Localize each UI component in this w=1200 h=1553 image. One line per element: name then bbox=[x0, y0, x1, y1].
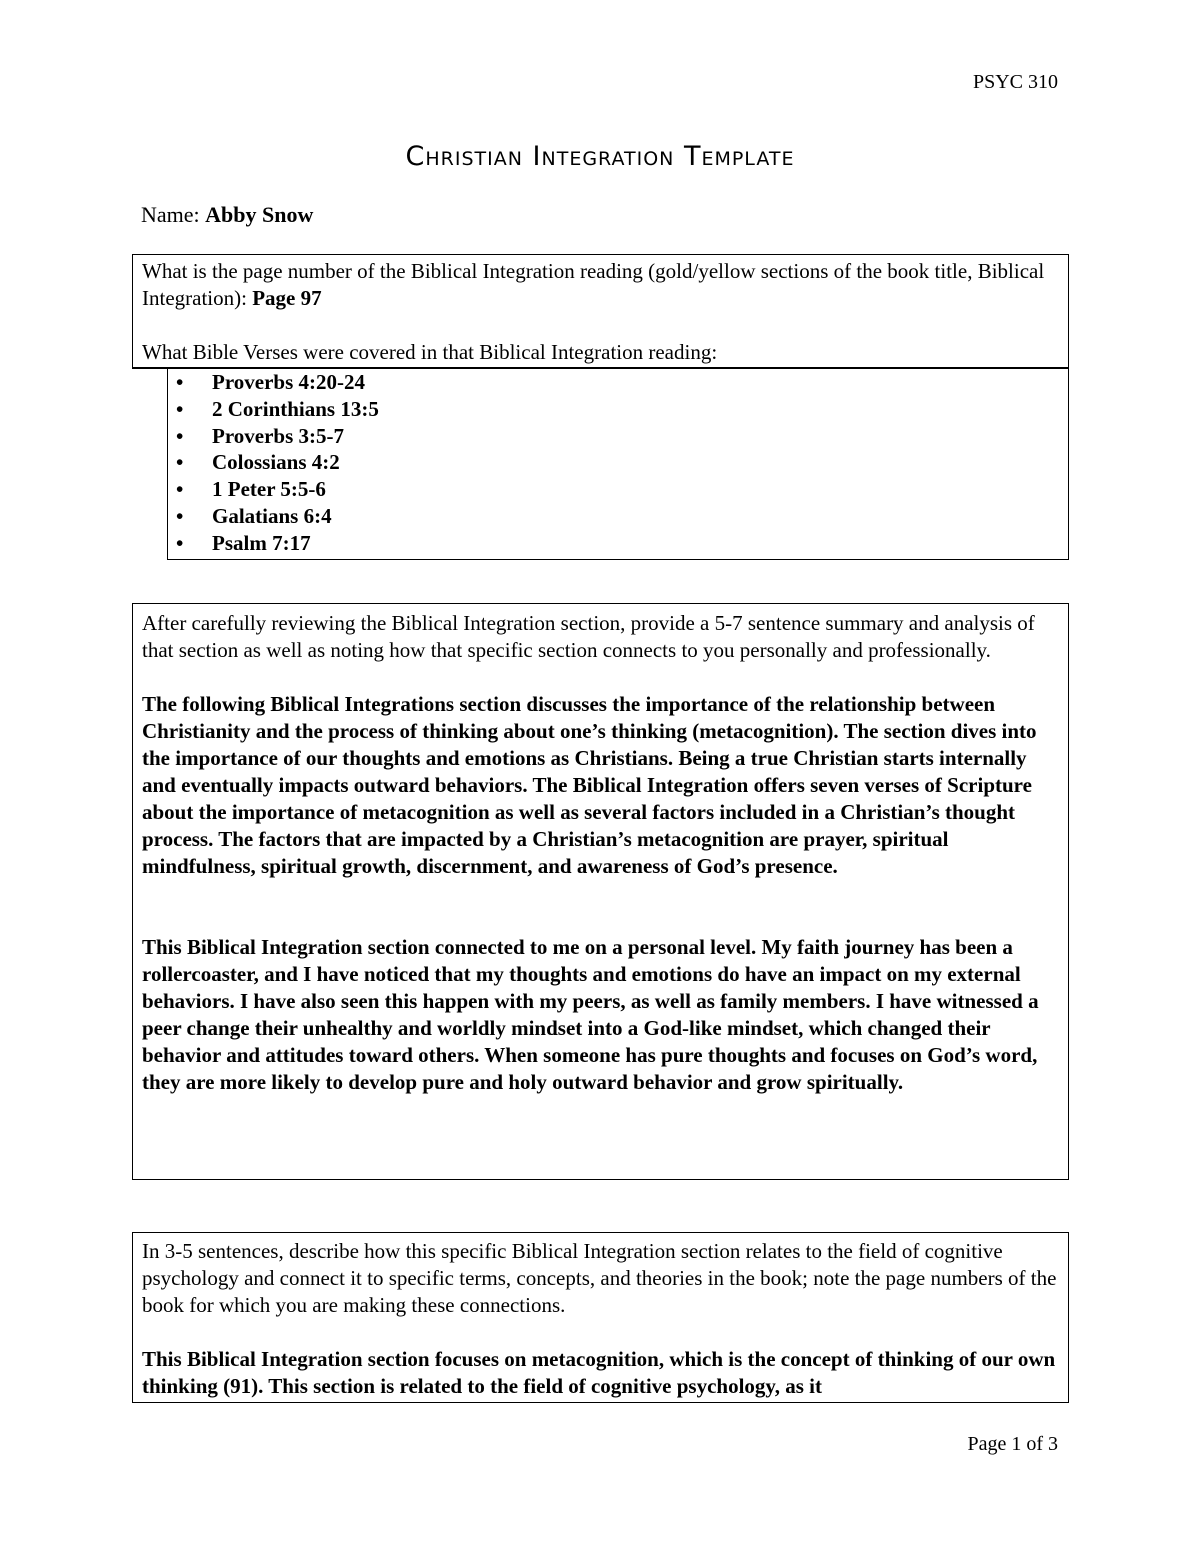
cognitive-prompt: In 3-5 sentences, describe how this specific Biblical Integration section relates to the field of cognitive psychology and connect it to specific terms, concepts, and theories in the book; note the page numbers of the book for which you are making these connections. bbox=[142, 1239, 1057, 1317]
verse-text: 2 Corinthians 13:5 bbox=[212, 396, 379, 421]
verse-text: 1 Peter 5:5-6 bbox=[212, 477, 326, 502]
verses-question: What Bible Verses were covered in that Biblical Integration reading: bbox=[142, 340, 718, 364]
document-title: Christian Integration Template bbox=[405, 141, 795, 172]
name-label: Name: bbox=[141, 202, 200, 227]
verse-item bbox=[168, 503, 1068, 530]
verse-item bbox=[168, 476, 1068, 503]
verse-item bbox=[168, 396, 1068, 423]
bullet-icon: • bbox=[176, 370, 184, 394]
bullet-icon: • bbox=[176, 503, 184, 528]
cognitive-answer: This Biblical Integration section focuses on metacognition, which is the concept of thinking of our own thinking (91). This section is related to the field of cognitive psychology, as it bbox=[142, 1347, 1056, 1398]
summary-prompt: After carefully reviewing the Biblical Integration section, provide a 5-7 sentence summary and analysis of that section as well as noting how that specific section connects to you personally and professionally. bbox=[142, 611, 1035, 662]
summary-answer-2: This Biblical Integration section connected to me on a personal level. My faith journey has been a rollercoaster, and I have noticed that my thoughts and emotions do have an impact on my external behaviors. I have also seen this happen with my peers, as well as family members. I have witnessed a peer change their unhealthy and worldly mindset into a God-like mindset, which changed their behavior and attitudes toward others. When someone has pure thoughts and focuses on God’s word, they are more likely to develop pure and holy outward behavior and grow spiritually. bbox=[142, 935, 1039, 1094]
bullet-icon: • bbox=[176, 423, 184, 448]
summary-answer-1: The following Biblical Integrations section discusses the importance of the relationship between Christianity and the process of thinking about one’s thinking (metacognition). The section dives into the importance of our thoughts and emotions as Christians. Being a true Christian starts internally and eventually impacts outward behaviors. The Biblical Integration offers seven verses of Scripture about the importance of metacognition as well as several factors included in a Christian’s thought process. The factors that are impacted by a Christian’s metacognition are prayer, spiritual mindfulness, spiritual growth, discernment, and awareness of God’s presence. bbox=[142, 692, 1037, 878]
bullet-icon: • bbox=[176, 477, 184, 502]
verse-text: Psalm 7:17 bbox=[212, 530, 311, 555]
verse-item bbox=[168, 449, 1068, 476]
verses-list bbox=[168, 368, 1068, 557]
verse-item bbox=[168, 369, 1068, 396]
verses-box bbox=[167, 368, 1069, 560]
bullet-icon: • bbox=[176, 530, 184, 555]
page-answer: Page 97 bbox=[252, 286, 322, 310]
name-line bbox=[141, 201, 313, 229]
cognitive-box bbox=[132, 1232, 1069, 1403]
bullet-icon: • bbox=[176, 396, 184, 421]
summary-box bbox=[132, 603, 1069, 1180]
bullet-icon: • bbox=[176, 450, 184, 475]
course-code: PSYC 310 bbox=[972, 71, 1058, 93]
verse-text: Proverbs 4:20-24 bbox=[212, 370, 365, 394]
name-value: Abby Snow bbox=[205, 202, 314, 227]
verse-item bbox=[168, 530, 1068, 557]
verse-item bbox=[168, 423, 1068, 450]
page-question-text: What is the page number of the Biblical Integration reading (gold/yellow sections of the book title, Biblical Integration): bbox=[142, 259, 1045, 310]
verse-text: Proverbs 3:5-7 bbox=[212, 423, 344, 448]
page-question bbox=[142, 258, 1059, 312]
reading-question-box bbox=[132, 254, 1069, 369]
verse-text: Galatians 6:4 bbox=[212, 503, 332, 528]
page-number: Page 1 of 3 bbox=[967, 1433, 1058, 1455]
verse-text: Colossians 4:2 bbox=[212, 450, 340, 475]
